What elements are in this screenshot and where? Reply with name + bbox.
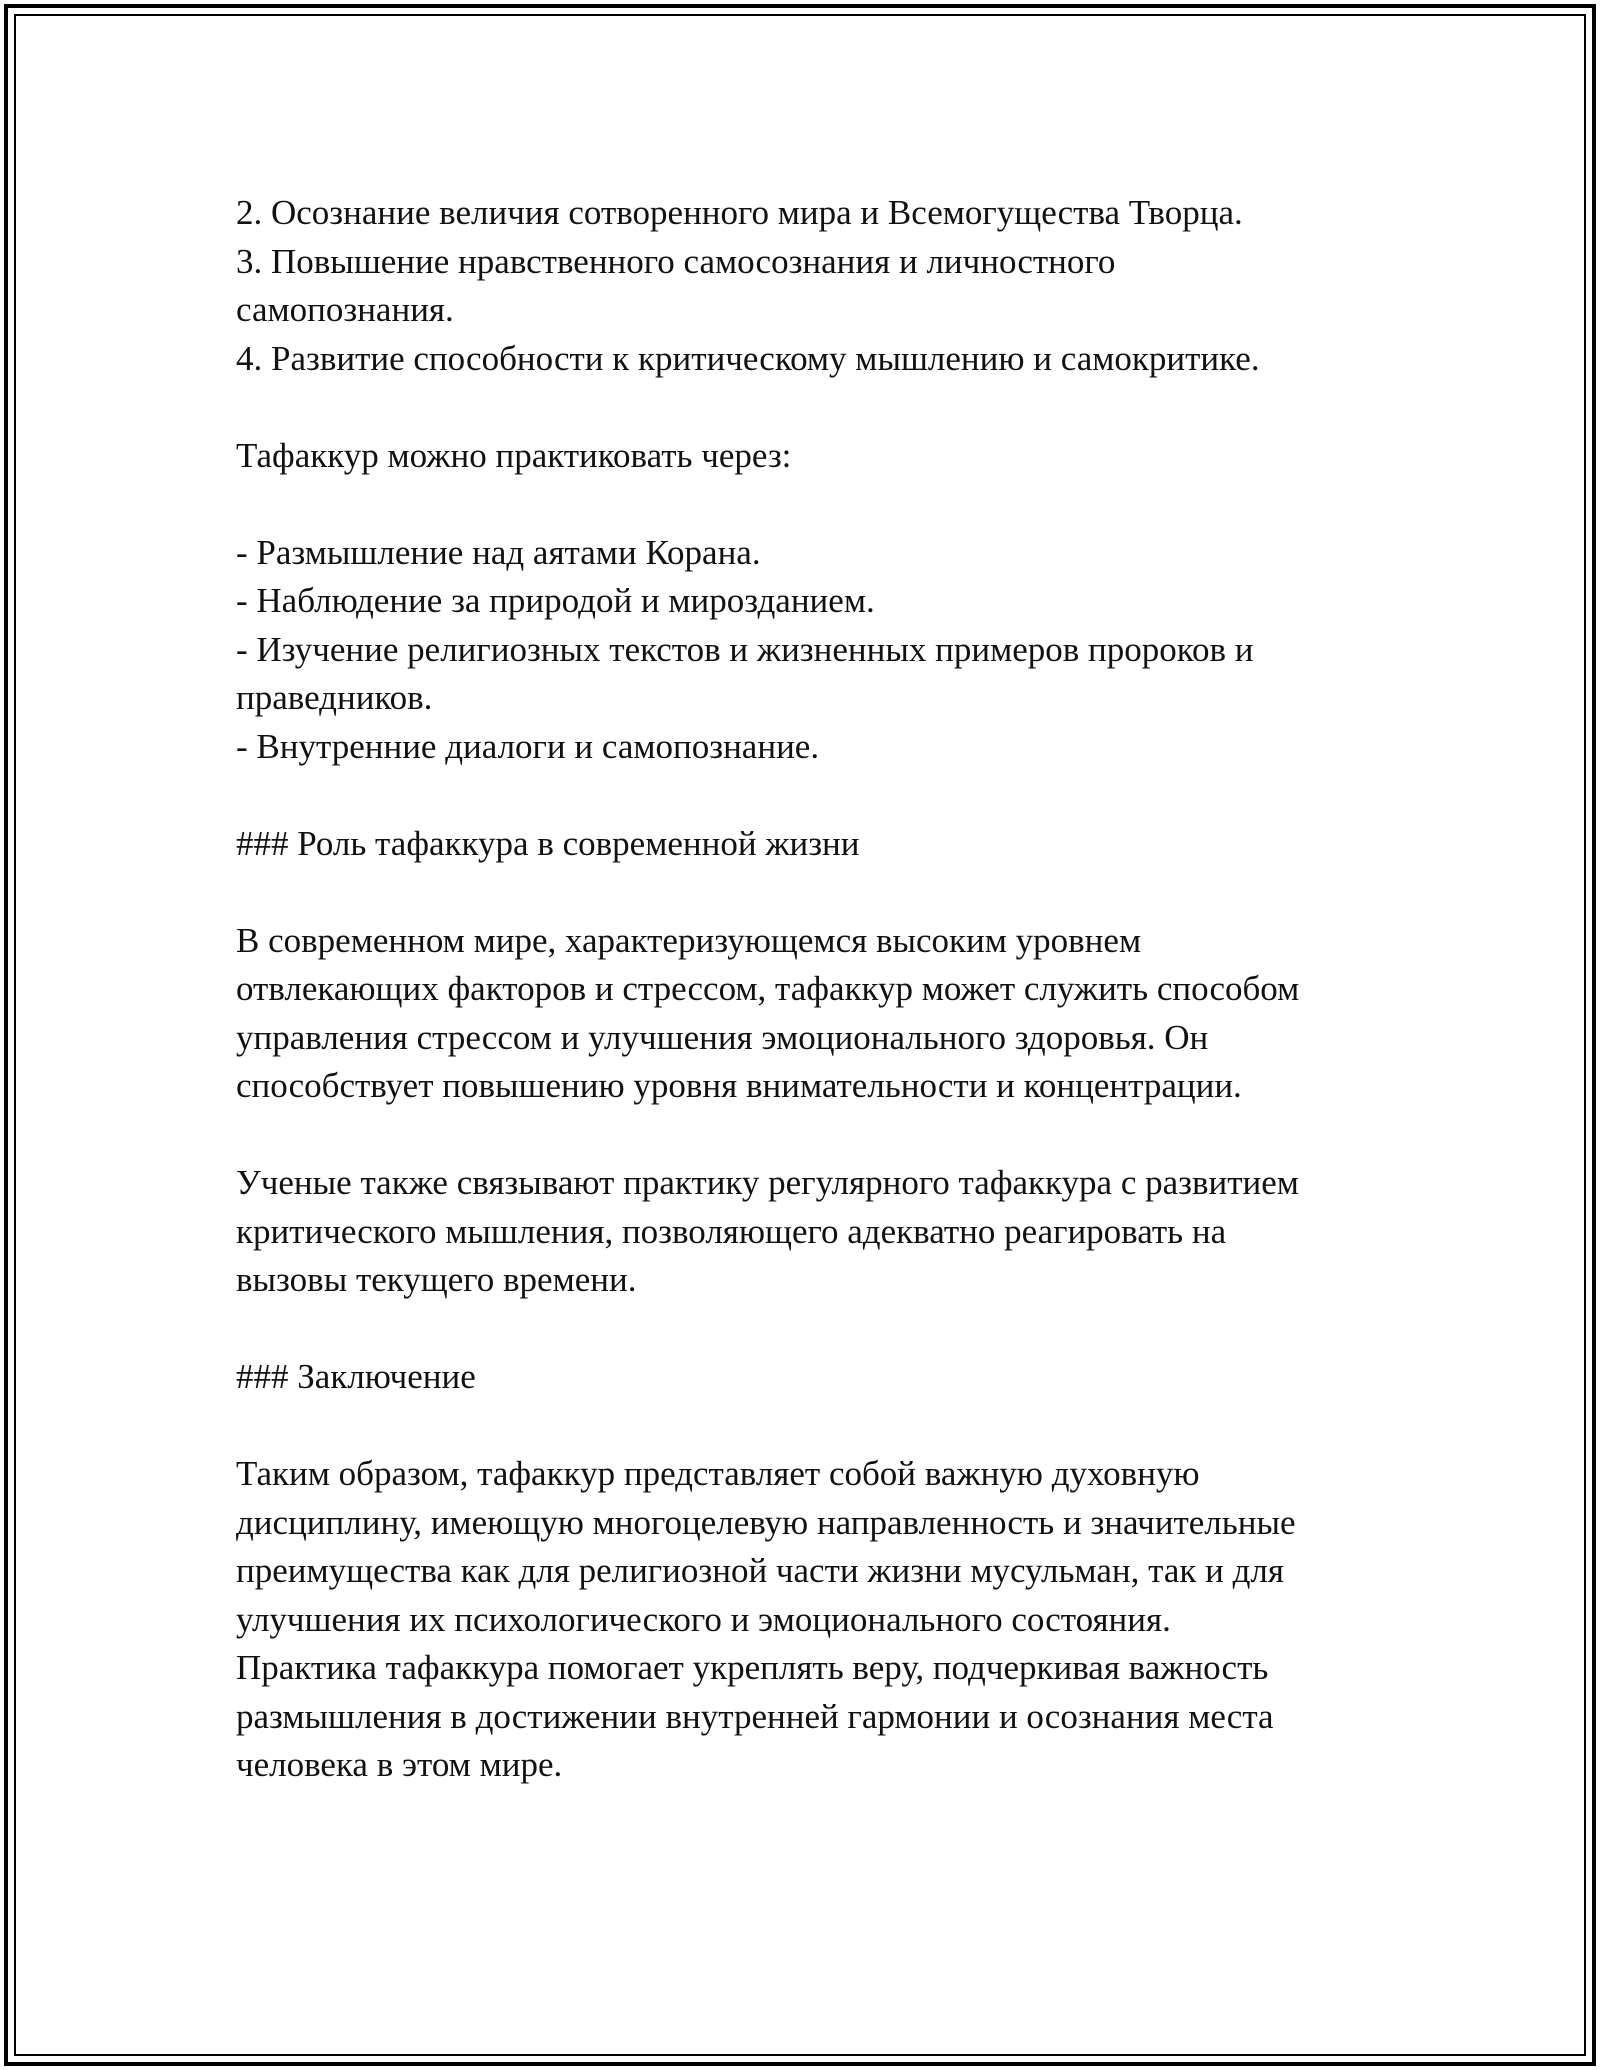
- paragraph-line: человека в этом мире.: [236, 1745, 563, 1784]
- paragraph-line: отвлекающих факторов и стрессом, тафаккур может служить способом: [236, 969, 1300, 1008]
- paragraph-spacer: [236, 383, 1396, 432]
- paragraph-spacer: [236, 771, 1396, 820]
- paragraph-line: В современном мире, характеризующемся высоким уровнем: [236, 920, 1142, 960]
- paragraph-line: улучшения их психологического и эмоционального состояния.: [236, 1599, 1171, 1639]
- paragraph-spacer: [236, 480, 1396, 529]
- section-heading-modern: ### Роль тафаккура в современной жизни: [236, 823, 860, 863]
- paragraph-line: преимущества как для религиозной части жизни мусульман, так и для: [236, 1551, 1284, 1590]
- paragraph-line: дисциплину, имеющую многоцелевую направленность и значительные: [236, 1502, 1296, 1542]
- paragraph-spacer: [236, 868, 1396, 917]
- paragraph-line: Ученые также связывают практику регулярного тафаккура с развитием: [236, 1163, 1299, 1202]
- bullet-item: - Размышление над аятами Корана.: [236, 532, 761, 572]
- paragraph-line: Практика тафаккура помогает укреплять веру, подчеркивая важность: [236, 1648, 1269, 1687]
- paragraph-line: размышления в достижении внутренней гармонии и осознания места: [236, 1696, 1274, 1736]
- paragraph-line: Таким образом, тафаккур представляет собой важную духовную: [236, 1454, 1200, 1493]
- paragraph-spacer: [236, 1305, 1396, 1354]
- list-item: 3. Повышение нравственного самосознания и личностного: [236, 241, 1116, 281]
- document-body: [236, 189, 1396, 1790]
- section-heading-conclusion: ### Заключение: [236, 1357, 476, 1396]
- paragraph-line: способствует повышению уровня внимательности и концентрации.: [236, 1066, 1242, 1105]
- bullet-item: - Внутренние диалоги и самопознание.: [236, 726, 820, 766]
- bullet-item: - Наблюдение за природой и мирозданием.: [236, 581, 875, 620]
- list-item: 4. Развитие способности к критическому мышлению и самокритике.: [236, 338, 1260, 378]
- bullet-item-continuation: праведников.: [236, 678, 433, 717]
- paragraph-line: вызовы текущего времени.: [236, 1260, 637, 1299]
- paragraph-line: управления стрессом и улучшения эмоционального здоровья. Он: [236, 1017, 1209, 1057]
- paragraph-spacer: [236, 1111, 1396, 1160]
- paragraph-line: критического мышления, позволяющего адекватно реагировать на: [236, 1211, 1227, 1251]
- list-item-continuation: самопознания.: [236, 290, 454, 329]
- bullet-item: - Изучение религиозных текстов и жизненных примеров пророков и: [236, 629, 1254, 669]
- list-item: 2. Осознание величия сотворенного мира и Всемогущества Творца.: [236, 193, 1243, 232]
- practice-intro: Тафаккур можно практиковать через:: [236, 435, 792, 475]
- paragraph-spacer: [236, 1402, 1396, 1451]
